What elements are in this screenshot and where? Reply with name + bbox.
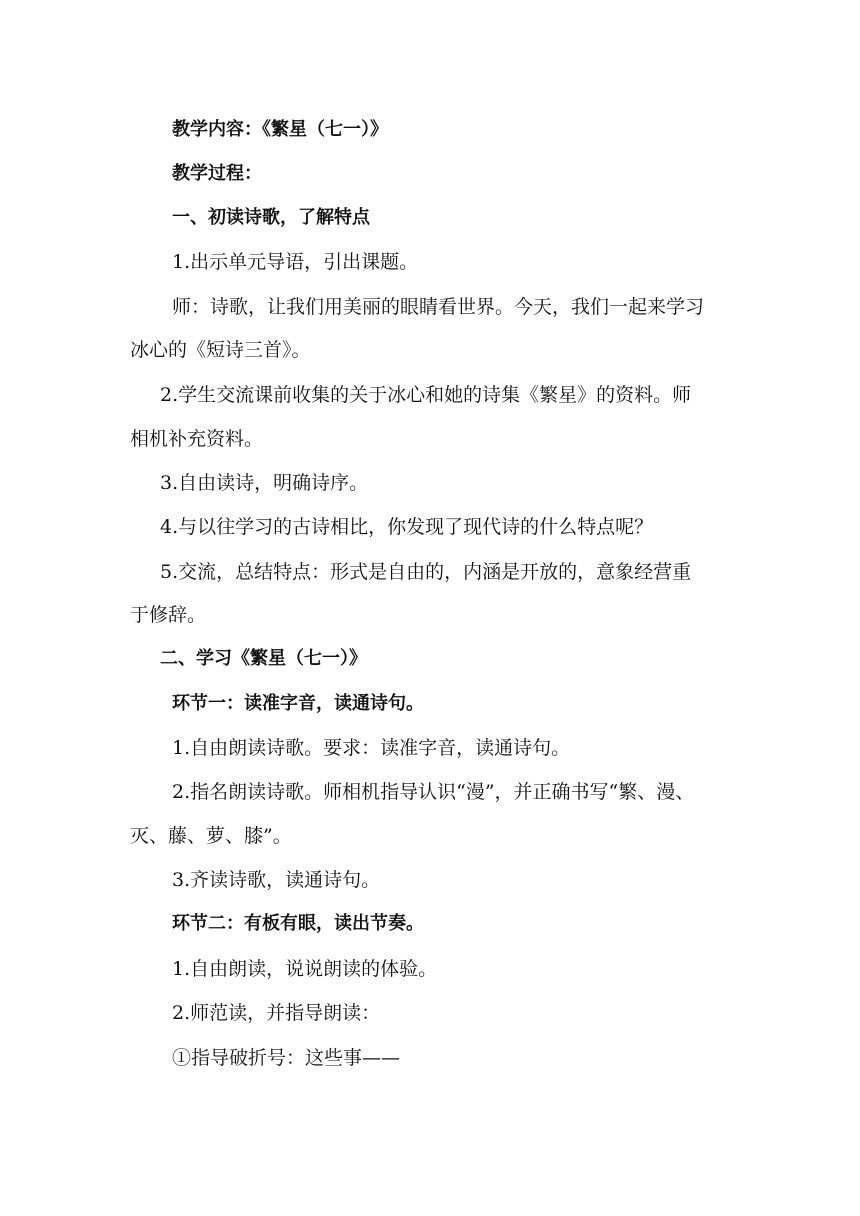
paragraph-line: 相机补充资料。 [130, 428, 264, 450]
teaching-content-heading: 教学内容：《繁星（七一）》 [172, 119, 388, 140]
section-one-heading: 一、初读诗歌，了解特点 [172, 207, 370, 228]
paragraph-line: 师：诗歌，让我们用美丽的眼睛看世界。今天，我们一起来学习 [172, 296, 705, 318]
paragraph-line: 2.指名朗读诗歌。师相机指导认识“漫”，并正确书写“繁、漫、 [172, 781, 695, 803]
paragraph-line: 1.自由朗读诗歌。要求：读准字音，读通诗句。 [172, 737, 571, 759]
paragraph-line: 1.自由朗读，说说朗读的体验。 [172, 958, 438, 980]
paragraph-line: 4.与以往学习的古诗相比，你发现了现代诗的什么特点呢？ [160, 516, 654, 538]
paragraph-line: 3.齐读诗歌，读通诗句。 [172, 869, 381, 891]
paragraph-line: 于修辞。 [130, 604, 207, 626]
paragraph-line: ①指导破折号：这些事—— [172, 1047, 401, 1069]
paragraph-line: 冰心的《短诗三首》。 [130, 339, 311, 361]
step-one-heading: 环节一：读准字音，读通诗句。 [172, 693, 424, 714]
paragraph-line: 2.师范读，并指导朗读： [172, 1002, 381, 1024]
paragraph-line: 2.学生交流课前收集的关于冰心和她的诗集《繁星》的资料。师 [160, 384, 692, 406]
step-two-heading: 环节二：有板有眼，读出节奏。 [172, 913, 424, 934]
paragraph-line: 3.自由读诗，明确诗序。 [160, 472, 369, 494]
paragraph-line: 5.交流，总结特点：形式是自由的，内涵是开放的，意象经营重 [160, 561, 692, 583]
section-two-heading: 二、学习《繁星（七一）》 [160, 648, 367, 669]
paragraph-line: 1.出示单元导语，引出课题。 [172, 251, 419, 273]
teaching-process-heading: 教学过程： [172, 163, 262, 184]
paragraph-line: 灭、藤、萝、膝”。 [130, 825, 292, 847]
